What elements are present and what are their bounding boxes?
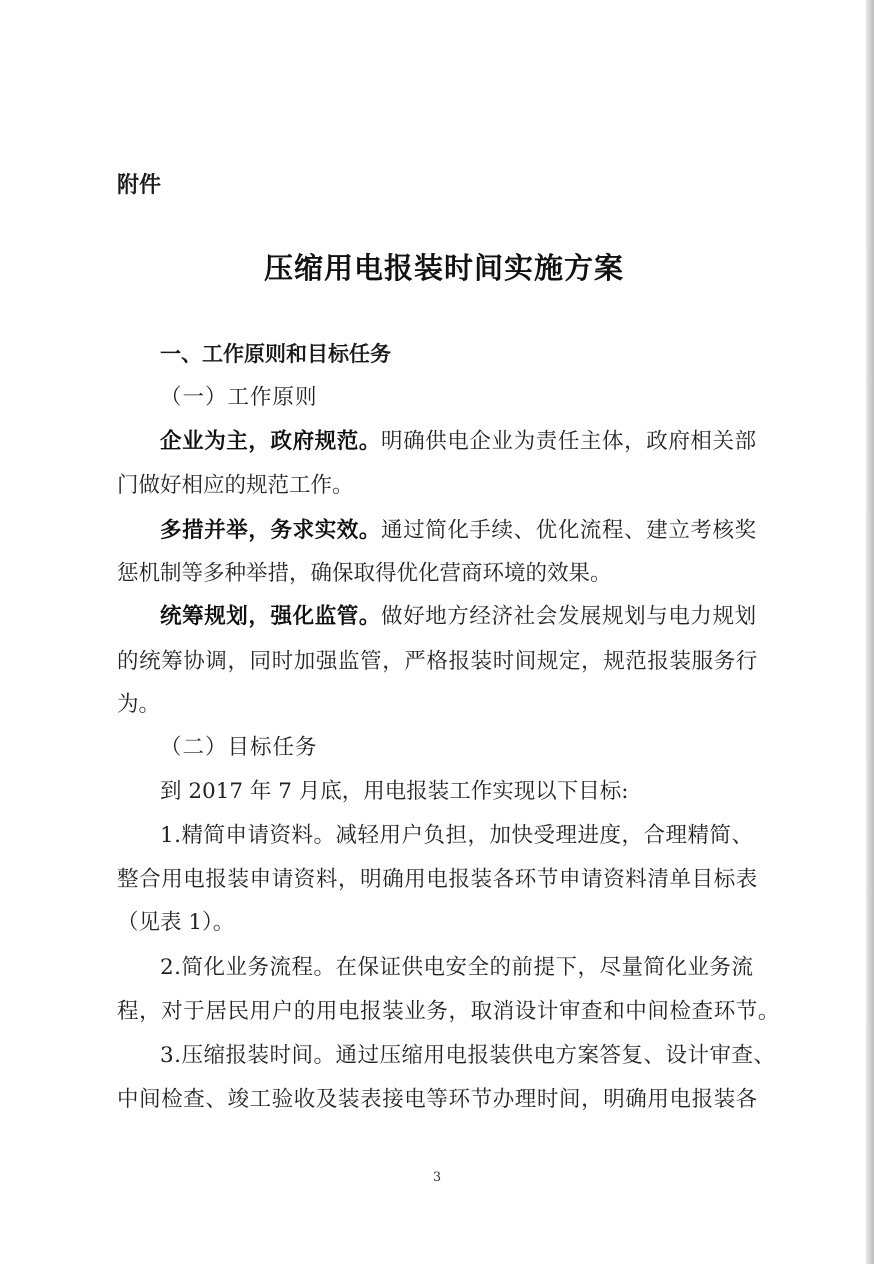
principle-2-text: 通过简化手续、优化流程、建立考核奖 bbox=[381, 518, 757, 543]
subsection-heading-1: （一）工作原则 bbox=[160, 385, 318, 410]
item-2-line-1: 2.简化业务流程。在保证供电安全的前提下，尽量简化业务流 bbox=[160, 955, 754, 980]
principle-2-line-1 bbox=[160, 520, 757, 542]
item-1-line-1: 1.精简申请资料。减轻用户负担，加快受理进度，合理精简、 bbox=[160, 823, 754, 848]
principle-1-line-2: 门做好相应的规范工作。 bbox=[117, 473, 354, 498]
principle-2-line-2: 惩机制等多种举措，确保取得优化营商环境的效果。 bbox=[117, 561, 612, 586]
principle-1-line-1 bbox=[160, 431, 757, 453]
item-2-line-2: 程，对于居民用户的用电报装业务，取消设计审查和中间检查环节。 bbox=[117, 999, 781, 1024]
attachment-label: 附件 bbox=[117, 173, 162, 198]
principle-3-line-3: 为。 bbox=[117, 692, 161, 717]
item-1-line-2: 整合用电报装申请资料，明确用电报装各环节申请资料清单目标表 bbox=[117, 867, 758, 892]
principle-2-bold: 多措并举，务求实效。 bbox=[160, 518, 382, 543]
item-3-line-1: 3.压缩报装时间。通过压缩用电报装供电方案答复、设计审查、 bbox=[160, 1043, 776, 1068]
principle-1-text: 明确供电企业为责任主体，政府相关部 bbox=[381, 429, 757, 454]
document-title: 压缩用电报装时间实施方案 bbox=[263, 251, 624, 285]
principle-3-text: 做好地方经济社会发展规划与电力规划 bbox=[381, 604, 757, 629]
principle-1-bold: 企业为主，政府规范。 bbox=[160, 429, 382, 454]
subsection-heading-2: （二）目标任务 bbox=[160, 735, 318, 760]
page-edge-shadow bbox=[866, 0, 874, 1264]
principle-3-line-1 bbox=[160, 606, 757, 628]
section-heading-1: 一、工作原则和目标任务 bbox=[160, 342, 391, 366]
page-number: 3 bbox=[432, 1170, 442, 1185]
principle-3-line-2: 的统筹协调，同时加强监管，严格报装时间规定，规范报装服务行 bbox=[117, 649, 758, 674]
item-1-line-3: （见表 1）。 bbox=[117, 910, 235, 935]
target-intro: 到 2017 年 7 月底，用电报装工作实现以下目标: bbox=[160, 779, 629, 804]
item-3-line-2: 中间检查、竣工验收及装表接电等环节办理时间，明确用电报装各 bbox=[117, 1087, 758, 1112]
principle-3-bold: 统筹规划，强化监管。 bbox=[160, 604, 382, 629]
